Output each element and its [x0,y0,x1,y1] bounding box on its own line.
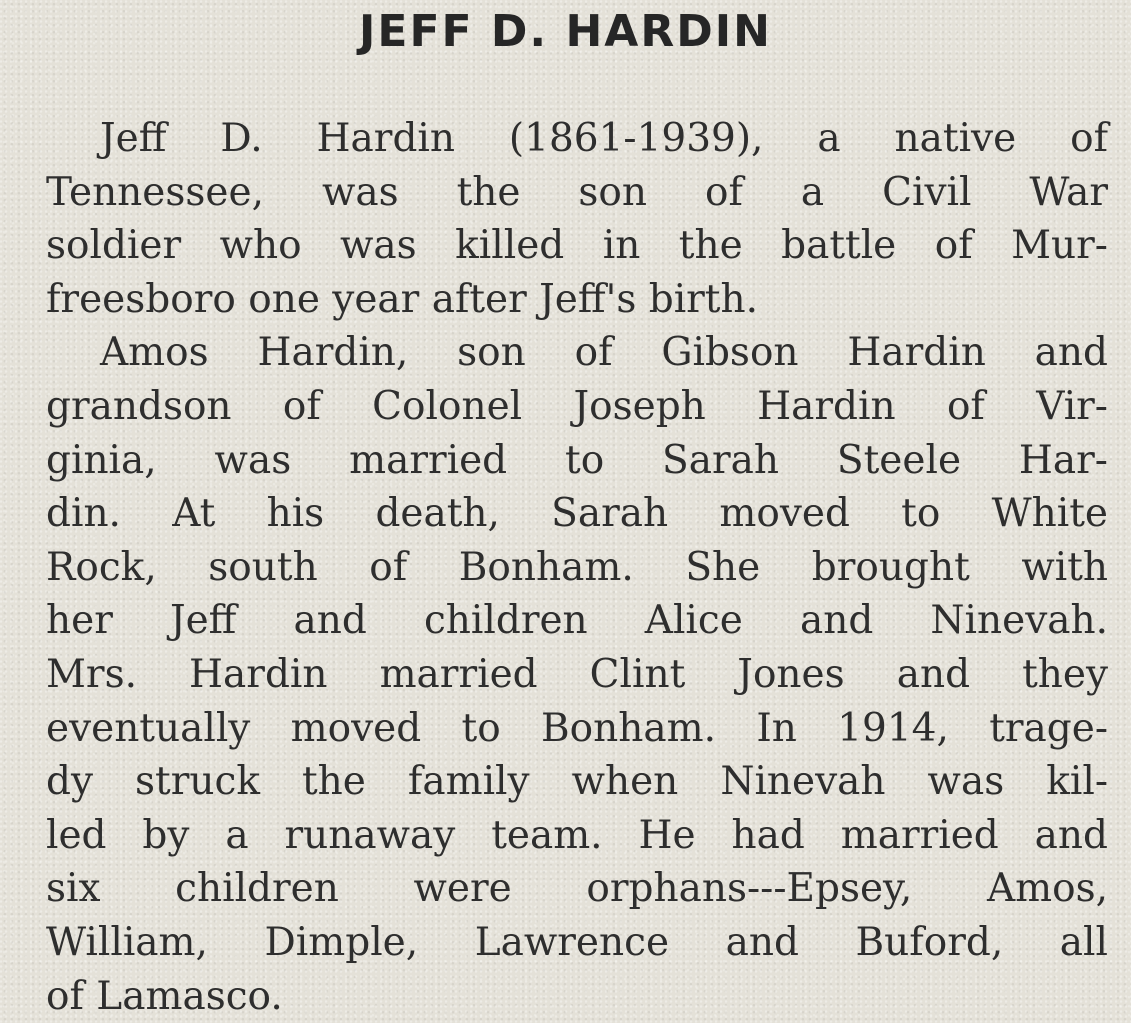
text-line: grandson of Colonel Joseph Hardin of Vir- [46,380,1108,434]
text-line: of Lamasco. [46,970,1108,1023]
text-line: ginia, was married to Sarah Steele Har- [46,434,1108,488]
text-line: Jeff D. Hardin (1861-1939), a native of [46,112,1108,166]
text-line: William, Dimple, Lawrence and Buford, all [46,916,1108,970]
text-line: freesboro one year after Jeff's birth. [46,273,1108,327]
text-line: eventually moved to Bonham. In 1914, trage- [46,702,1108,756]
text-line: din. At his death, Sarah moved to White [46,487,1108,541]
article-title: JEFF D. HARDIN [0,4,1131,60]
text-line: six children were orphans---Epsey, Amos, [46,862,1108,916]
article-body [46,112,1108,1023]
text-line: Rock, south of Bonham. She brought with [46,541,1108,595]
text-line: her Jeff and children Alice and Ninevah. [46,594,1108,648]
text-line: Mrs. Hardin married Clint Jones and they [46,648,1108,702]
paragraph-1 [46,112,1108,326]
text-line: Tennessee, was the son of a Civil War [46,166,1108,220]
paragraph-2 [46,326,1108,1023]
text-line: led by a runaway team. He had married and [46,809,1108,863]
text-line: Amos Hardin, son of Gibson Hardin and [46,326,1108,380]
text-line: dy struck the family when Ninevah was kil- [46,755,1108,809]
text-line: soldier who was killed in the battle of Mur- [46,219,1108,273]
